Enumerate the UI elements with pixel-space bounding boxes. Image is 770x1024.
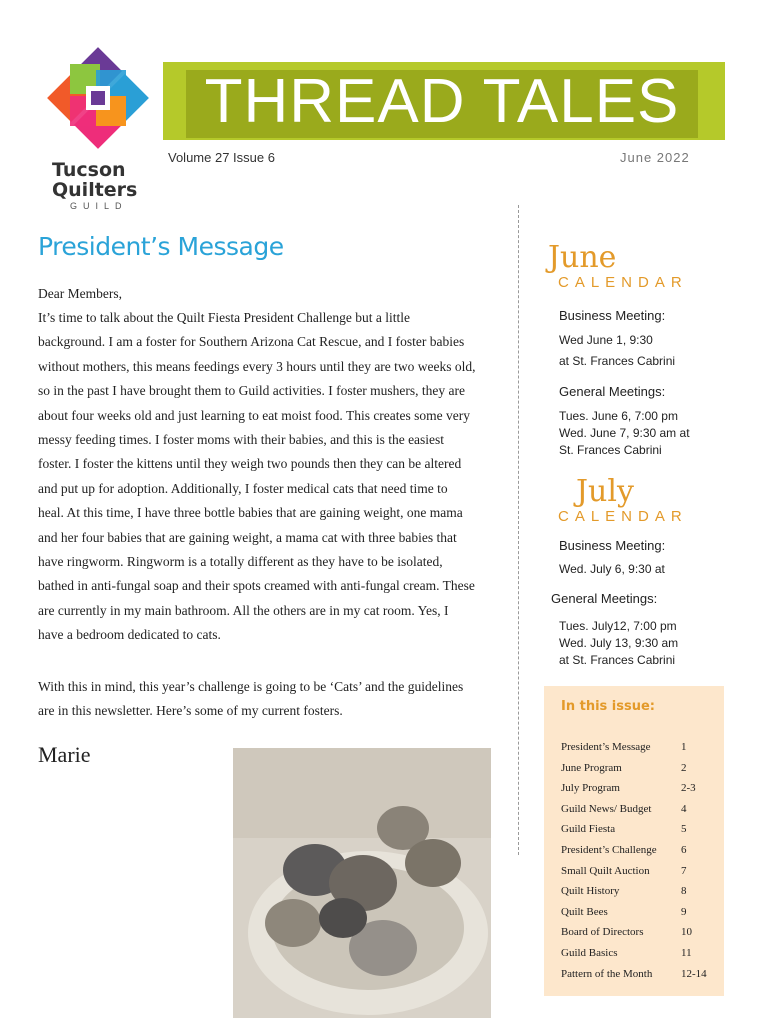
article-line: With this in mind, this year’s challenge is going to be ‘Cats’ and the guidelines — [38, 679, 464, 694]
june-general-line: Tues. June 6, 7:00 pm — [559, 409, 678, 423]
june-calendar-month: June — [548, 240, 617, 275]
toc-item — [561, 762, 721, 774]
article-line: messy feeding times. I foster moms with their babies, and this is the easiest — [38, 432, 445, 448]
org-subtitle: GUILD — [70, 201, 128, 211]
article-line: foster. I foster the kittens until they weigh two pounds then they can be altered — [38, 456, 462, 472]
toc-item-page: 10 — [681, 926, 692, 939]
org-name-line1: Tucson — [52, 159, 126, 181]
newsletter-title: THREAD TALES — [204, 67, 680, 136]
july-business-line: Wed. July 6, 9:30 at — [559, 562, 665, 576]
june-general-line: St. Frances Cabrini — [559, 443, 662, 457]
june-general-heading: General Meetings: — [559, 384, 666, 399]
toc-item-page: 6 — [681, 844, 687, 856]
july-general-line: Tues. July12, 7:00 pm — [559, 619, 677, 633]
july-calendar-month: July — [576, 474, 634, 509]
toc-item-page: 7 — [681, 864, 687, 877]
june-business-details — [559, 332, 675, 370]
article-line: about four weeks old and just learning to eat moist food. This creates some very — [38, 407, 471, 423]
article-line: have ringworm. Ringworm is a totally different as they have to be isolated, — [38, 554, 443, 570]
toc-item-page: 5 — [681, 823, 687, 836]
article-line: and put up for adoption. Additionally, I foster medical cats that need time to — [38, 480, 448, 496]
toc-item-label: Quilt History — [561, 885, 620, 898]
article-line: are currently in my main bathroom. All the others are in my cat room. Yes, I — [38, 602, 449, 618]
toc-item-page: 1 — [681, 741, 687, 753]
june-business-heading: Business Meeting: — [559, 308, 666, 323]
toc-item-label: Quilt Bees — [561, 905, 608, 918]
july-business-heading: Business Meeting: — [559, 538, 666, 553]
toc-item-label: President’s Message — [561, 741, 651, 753]
article-line: are in this newsletter. Here’s some of my current fosters. — [38, 703, 343, 719]
july-general-details — [559, 618, 678, 669]
greeting: Dear Members, — [38, 286, 122, 301]
toc-item-label: President’s Challenge — [561, 844, 657, 856]
toc-item-page: 2-3 — [681, 782, 696, 795]
presidents-message-heading: President’s Message — [38, 232, 284, 261]
article-line: background. I am a foster for Southern Arizona Cat Rescue, and I foster babies — [38, 334, 465, 350]
june-business-line: at St. Frances Cabrini — [559, 354, 676, 368]
toc-item-label: Small Quilt Auction — [561, 864, 650, 877]
article-paragraph-2 — [38, 675, 508, 724]
july-business-details — [559, 561, 665, 578]
toc-item-label: Guild News/ Budget — [561, 802, 652, 815]
article-line: and her four babies that are gaining weight, a mama cat with three babies that — [38, 529, 457, 545]
article-paragraph-1 — [38, 306, 508, 648]
toc-item-page: 11 — [681, 947, 692, 959]
july-calendar-word: CALENDAR — [558, 508, 688, 525]
toc-item-page: 4 — [681, 802, 687, 815]
june-general-details — [559, 408, 690, 459]
july-general-heading: General Meetings: — [551, 591, 658, 606]
toc-item — [561, 947, 721, 959]
toc-item — [561, 803, 721, 815]
toc-item-label: Board of Directors — [561, 926, 644, 939]
org-name-line2: Quilters — [52, 179, 138, 201]
toc-item-label: Guild Basics — [561, 947, 618, 959]
toc-item — [561, 968, 721, 980]
toc-item-page: 9 — [681, 905, 687, 918]
july-general-line: Wed. July 13, 9:30 am — [559, 636, 679, 650]
article-line: so in the past I have brought them to Guild activities. I foster mushers, they are — [38, 383, 466, 399]
june-business-line: Wed June 1, 9:30 — [559, 333, 653, 347]
toc-item-page: 8 — [681, 885, 687, 898]
toc-item-label: Pattern of the Month — [561, 967, 653, 980]
in-this-issue-title: In this issue: — [561, 699, 656, 714]
article-line: have a bedroom dedicated to cats. — [38, 627, 221, 643]
volume-issue: Volume 27 Issue 6 — [168, 150, 275, 165]
toc-item-label: Guild Fiesta — [561, 823, 616, 836]
toc-item-label: June Program — [561, 761, 622, 774]
tucson-quilters-guild-logo — [42, 42, 154, 154]
toc-item — [561, 782, 721, 794]
kittens-photo — [233, 748, 491, 1018]
toc-item — [561, 885, 721, 897]
org-name — [52, 160, 152, 200]
july-general-line: at St. Frances Cabrini — [559, 653, 676, 667]
toc-item — [561, 844, 721, 856]
toc-item — [561, 926, 721, 938]
article-line: bathed in anti-fungal soap and their spots creamed with anti-fungal cream. These — [38, 578, 475, 594]
column-divider — [518, 205, 519, 855]
toc-item — [561, 906, 721, 918]
toc-item — [561, 865, 721, 877]
article-line: It’s time to talk about the Quilt Fiesta President Challenge but a little — [38, 310, 410, 325]
june-general-line: Wed. June 7, 9:30 am at — [559, 426, 690, 440]
toc-item-page: 12-14 — [681, 967, 707, 980]
toc-item-page: 2 — [681, 761, 687, 774]
toc-item — [561, 823, 721, 835]
toc-item — [561, 741, 721, 753]
issue-date: June 2022 — [620, 150, 690, 165]
toc-item-label: July Program — [561, 782, 620, 795]
article-line: heal. At this time, I have three bottle babies that are gaining weight, one mama — [38, 505, 463, 521]
signature: Marie — [38, 742, 91, 767]
june-calendar-word: CALENDAR — [558, 274, 688, 291]
article-line: without mothers, this means feedings every 3 hours until they are two weeks old, — [38, 358, 476, 374]
